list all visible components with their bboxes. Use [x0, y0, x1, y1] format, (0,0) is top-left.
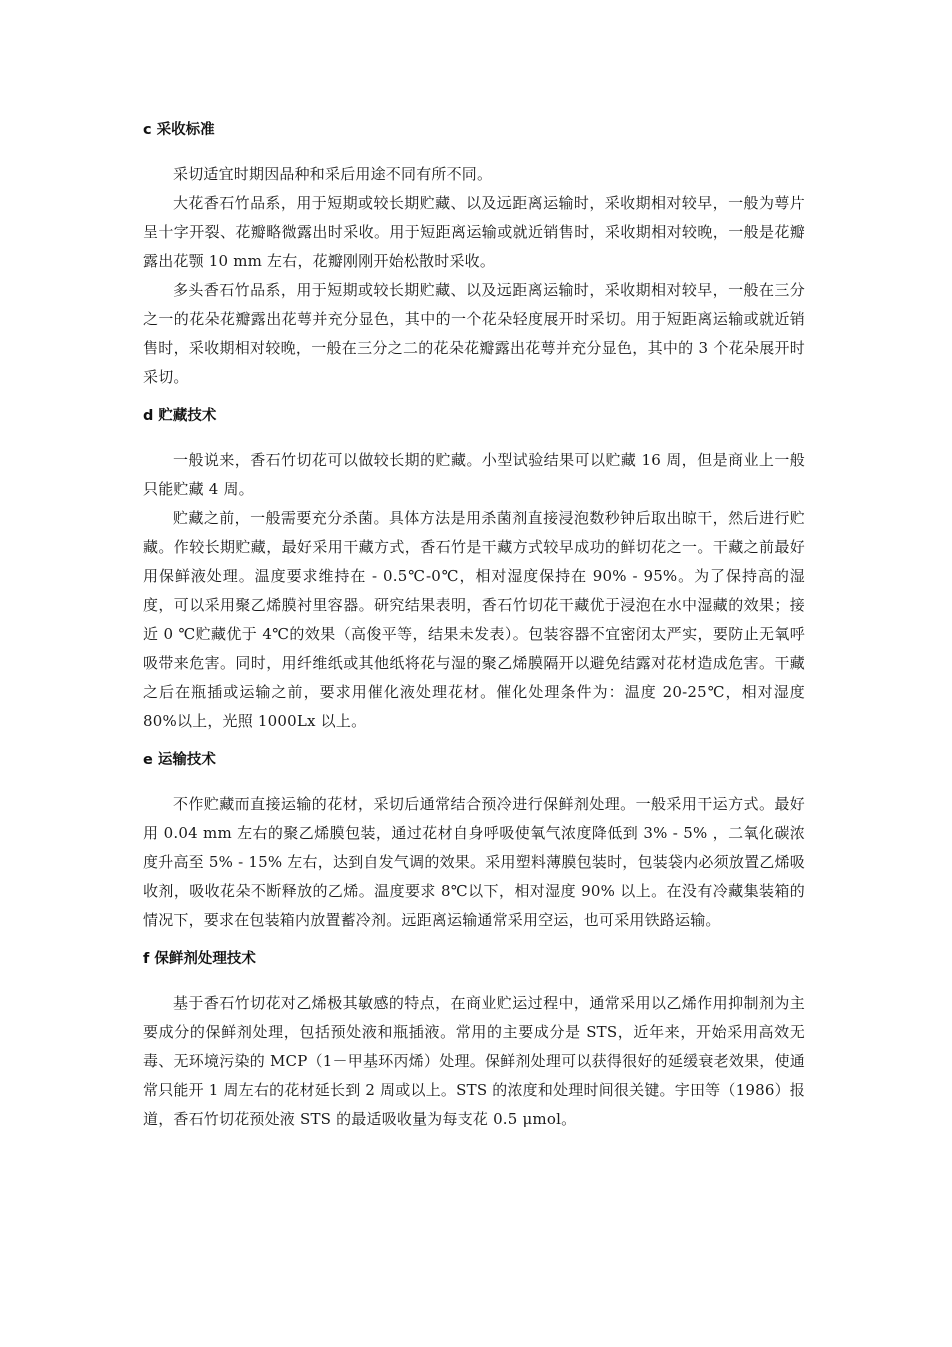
document-page — [143, 118, 805, 1134]
section-preservative-treatment — [143, 947, 805, 1134]
paragraph: 多头香石竹品系，用于短期或较长期贮藏、以及远距离运输时，采收期相对较早，一般在三分之一的花朵花瓣露出花萼并充分显色，其中的一个花朵轻度展开时采切。用于短距离运输或就近销售时，采收期相对较晚，一般在三分之二的花朵花瓣露出花萼并充分显色，其中的 3 个花朵展开时采切。 — [143, 281, 805, 386]
section-storage-technique — [143, 404, 805, 736]
paragraph: 基于香石竹切花对乙烯极其敏感的特点，在商业贮运过程中，通常采用以乙烯作用抑制剂为主要成分的保鲜剂处理，包括预处液和瓶插液。常用的主要成分是 STS，近年来，开始采用高效无毒、无环境污染的 MCP（1－甲基环丙烯）处理。保鲜剂处理可以获得很好的延缓衰老效果，使通常只能开 1 周左右的花材延长到 2 周或以上。STS 的浓度和处理时间很关键。宇田等（1986）报道，香石竹切花预处液 STS 的最适吸收量为每支花 0.5 μmol。 — [143, 994, 805, 1128]
section-heading: f 保鲜剂处理技术 — [143, 951, 256, 967]
section-heading: c 采收标准 — [143, 122, 215, 138]
section-heading: d 贮藏技术 — [143, 408, 217, 424]
section-harvest-standard — [143, 118, 805, 392]
section-transport-technique — [143, 748, 805, 935]
paragraph: 采切适宜时期因品种和采后用途不同有所不同。 — [173, 165, 493, 183]
section-heading: e 运输技术 — [143, 752, 216, 768]
paragraph: 不作贮藏而直接运输的花材，采切后通常结合预冷进行保鲜剂处理。一般采用干运方式。最好用 0.04 mm 左右的聚乙烯膜包装，通过花材自身呼吸使氧气浓度降低到 3% - 5% ，二氧化碳浓度升高至 5% - 15% 左右，达到自发气调的效果。采用塑料薄膜包装时，包装袋内必须放置乙烯吸收剂，吸收花朵不断释放的乙烯。温度要求 8℃以下，相对湿度 90% 以上。在没有冷藏集装箱的情况下，要求在包装箱内放置蓄冷剂。远距离运输通常采用空运，也可采用铁路运输。 — [143, 795, 805, 929]
paragraph: 大花香石竹品系，用于短期或较长期贮藏、以及远距离运输时，采收期相对较早，一般为萼片呈十字开裂、花瓣略微露出时采收。用于短距离运输或就近销售时，采收期相对较晚，一般是花瓣露出花颚 10 mm 左右，花瓣刚刚开始松散时采收。 — [143, 194, 805, 270]
paragraph: 贮藏之前，一般需要充分杀菌。具体方法是用杀菌剂直接浸泡数秒钟后取出晾干，然后进行贮藏。作较长期贮藏，最好采用干藏方式，香石竹是干藏方式较早成功的鲜切花之一。干藏之前最好用保鲜液处理。温度要求维持在 - 0.5℃-0℃，相对湿度保持在 90% - 95%。为了保持高的湿度，可以采用聚乙烯膜衬里容器。研究结果表明，香石竹切花干藏优于浸泡在水中湿藏的效果；接近 0 ℃贮藏优于 4℃的效果（高俊平等，结果未发表）。包装容器不宜密闭太严实，要防止无氧呼吸带来危害。同时，用纤维纸或其他纸将花与湿的聚乙烯膜隔开以避免结露对花材造成危害。干藏之后在瓶插或运输之前，要求用催化液处理花材。催化处理条件为：温度 20-25℃，相对湿度 80%以上，光照 1000Lx 以上。 — [143, 509, 805, 730]
paragraph: 一般说来，香石竹切花可以做较长期的贮藏。小型试验结果可以贮藏 16 周，但是商业上一般只能贮藏 4 周。 — [143, 451, 805, 498]
